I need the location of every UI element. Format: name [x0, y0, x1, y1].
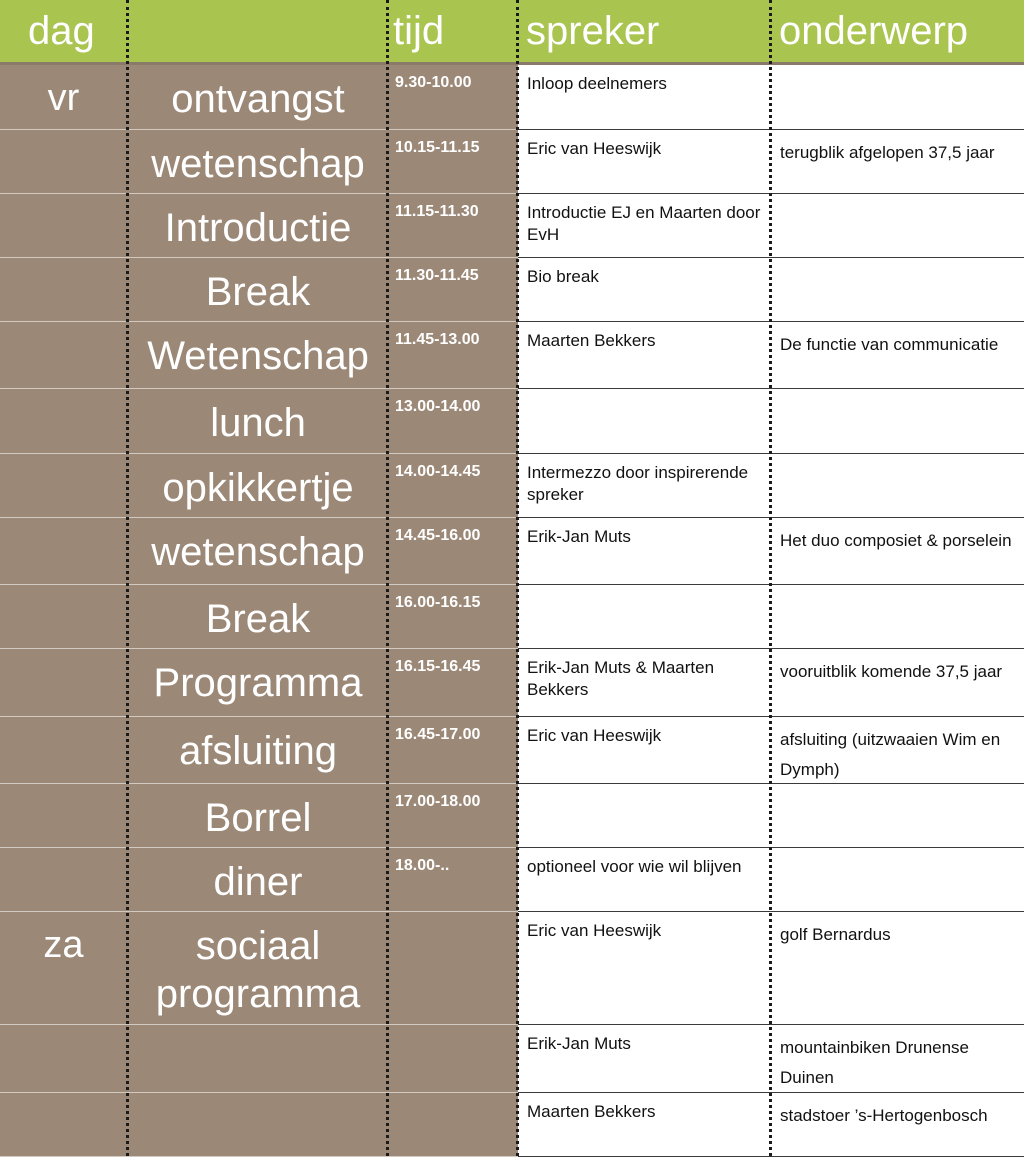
- cell-onderwerp: [773, 258, 1024, 322]
- table-row: [0, 649, 1024, 717]
- column-divider-spreker: [769, 0, 772, 1156]
- cell-dag: [0, 585, 127, 649]
- cell-onderwerp: mountainbiken Drunense Duinen: [780, 1038, 970, 1087]
- cell-onderwerp: [773, 585, 1024, 649]
- cell-tijd: 16.45-17.00: [395, 726, 481, 743]
- cell-spreker: [520, 784, 770, 848]
- cell-dag: za: [43, 924, 84, 966]
- header-onderwerp: onderwerp: [779, 9, 969, 53]
- table-row: [0, 784, 1024, 848]
- table-row: [0, 518, 1024, 585]
- header-tijd: tijd: [393, 9, 445, 53]
- cell-spreker: [520, 585, 770, 649]
- cell-tijd: 10.15-11.15: [395, 139, 480, 156]
- table-row: [0, 1025, 1024, 1093]
- column-divider-dag: [126, 0, 129, 1156]
- cell-activiteit: ontvangst: [171, 77, 345, 121]
- cell-dag: [0, 194, 127, 258]
- cell-dag: [0, 322, 127, 389]
- cell-tijd: 16.00-16.15: [395, 594, 481, 611]
- table-row: [0, 194, 1024, 258]
- cell-activiteit: wetenschap: [151, 142, 365, 186]
- cell-tijd: 18.00-..: [395, 857, 450, 874]
- cell-tijd: 14.45-16.00: [395, 527, 481, 544]
- cell-spreker: Inloop deelnemers: [527, 74, 667, 93]
- cell-tijd: 11.45-13.00: [395, 331, 480, 348]
- cell-spreker: Maarten Bekkers: [527, 331, 656, 350]
- table-row: [0, 585, 1024, 649]
- cell-spreker: Erik-Jan Muts: [527, 1034, 631, 1053]
- cell-activiteit: Introductie: [164, 206, 352, 250]
- cell-activiteit: Borrel: [204, 796, 312, 840]
- cell-onderwerp: stadstoer ’s-Hertogenbosch: [780, 1106, 988, 1125]
- table-body: [0, 65, 1024, 1156]
- cell-activiteit: [130, 1025, 386, 1093]
- cell-spreker: Erik-Jan Muts: [527, 527, 631, 546]
- cell-dag: [0, 784, 127, 848]
- table-row: [0, 65, 1024, 130]
- cell-onderwerp: [773, 848, 1024, 912]
- cell-onderwerp: Het duo composiet & porselein: [780, 531, 1012, 550]
- cell-spreker: Eric van Heeswijk: [527, 726, 662, 745]
- cell-onderwerp: terugblik afgelopen 37,5 jaar: [780, 143, 995, 162]
- cell-spreker: Maarten Bekkers: [527, 1102, 656, 1121]
- cell-dag: [0, 389, 127, 454]
- cell-tijd: 9.30-10.00: [395, 74, 472, 91]
- cell-onderwerp: [773, 65, 1024, 130]
- table-row: [0, 1093, 1024, 1157]
- cell-tijd: [389, 1093, 517, 1157]
- cell-activiteit: diner: [213, 860, 303, 904]
- cell-dag: [0, 258, 127, 322]
- cell-spreker: Bio break: [527, 267, 599, 286]
- cell-spreker: [520, 389, 770, 454]
- column-divider-tijd: [516, 0, 519, 1156]
- cell-dag: [0, 454, 127, 518]
- cell-tijd: [389, 1025, 517, 1093]
- cell-spreker: Erik-Jan Muts & Maarten Bekkers: [527, 658, 715, 699]
- table-row: [0, 848, 1024, 912]
- table-row: [0, 389, 1024, 454]
- cell-onderwerp: [773, 454, 1024, 518]
- cell-onderwerp: golf Bernardus: [780, 925, 891, 944]
- cell-tijd: 11.30-11.45: [395, 267, 479, 284]
- cell-tijd: 17.00-18.00: [395, 793, 481, 810]
- cell-tijd: 13.00-14.00: [395, 398, 481, 415]
- table-row: [0, 322, 1024, 389]
- cell-dag: [0, 1093, 127, 1157]
- cell-activiteit: afsluiting: [179, 729, 337, 773]
- cell-tijd: [389, 912, 517, 1025]
- cell-activiteit: lunch: [210, 401, 306, 445]
- cell-activiteit: opkikkertje: [162, 466, 354, 510]
- cell-onderwerp: [773, 389, 1024, 454]
- column-divider-activiteit: [386, 0, 389, 1156]
- cell-dag: [0, 717, 127, 784]
- cell-spreker: Introductie EJ en Maarten door EvH: [527, 203, 761, 244]
- cell-activiteit: Wetenschap: [147, 334, 369, 378]
- cell-dag: [0, 1025, 127, 1093]
- cell-spreker: Eric van Heeswijk: [527, 139, 662, 158]
- table-row: [0, 717, 1024, 784]
- cell-activiteit: [130, 1093, 386, 1157]
- table-row: [0, 454, 1024, 518]
- cell-onderwerp: afsluiting (uitzwaaien Wim en Dymph): [780, 730, 1001, 779]
- cell-dag: [0, 649, 127, 717]
- header-dag: dag: [28, 9, 95, 53]
- cell-onderwerp: De functie van communicatie: [780, 335, 999, 354]
- cell-onderwerp: [773, 194, 1024, 258]
- cell-spreker: optioneel voor wie wil blijven: [527, 857, 742, 876]
- cell-onderwerp: [773, 784, 1024, 848]
- cell-dag: [0, 518, 127, 585]
- header-spreker: spreker: [526, 9, 660, 53]
- table-header: [0, 0, 1024, 65]
- cell-dag: [0, 130, 127, 194]
- cell-spreker: Eric van Heeswijk: [527, 921, 662, 940]
- cell-tijd: 11.15-11.30: [395, 203, 479, 220]
- cell-tijd: 14.00-14.45: [395, 463, 481, 480]
- cell-activiteit: wetenschap: [151, 530, 365, 574]
- cell-tijd: 16.15-16.45: [395, 658, 481, 675]
- cell-activiteit: Break: [205, 270, 311, 314]
- table-row: [0, 258, 1024, 322]
- table-row: [0, 130, 1024, 194]
- cell-onderwerp: vooruitblik komende 37,5 jaar: [780, 662, 1003, 681]
- cell-activiteit: sociaal programma: [155, 924, 361, 1016]
- cell-activiteit: Break: [205, 597, 311, 641]
- cell-dag: [0, 848, 127, 912]
- table-row: [0, 912, 1024, 1025]
- cell-activiteit: Programma: [153, 661, 363, 705]
- cell-spreker: Intermezzo door inspirerende spreker: [527, 463, 749, 504]
- cell-dag: vr: [47, 77, 80, 119]
